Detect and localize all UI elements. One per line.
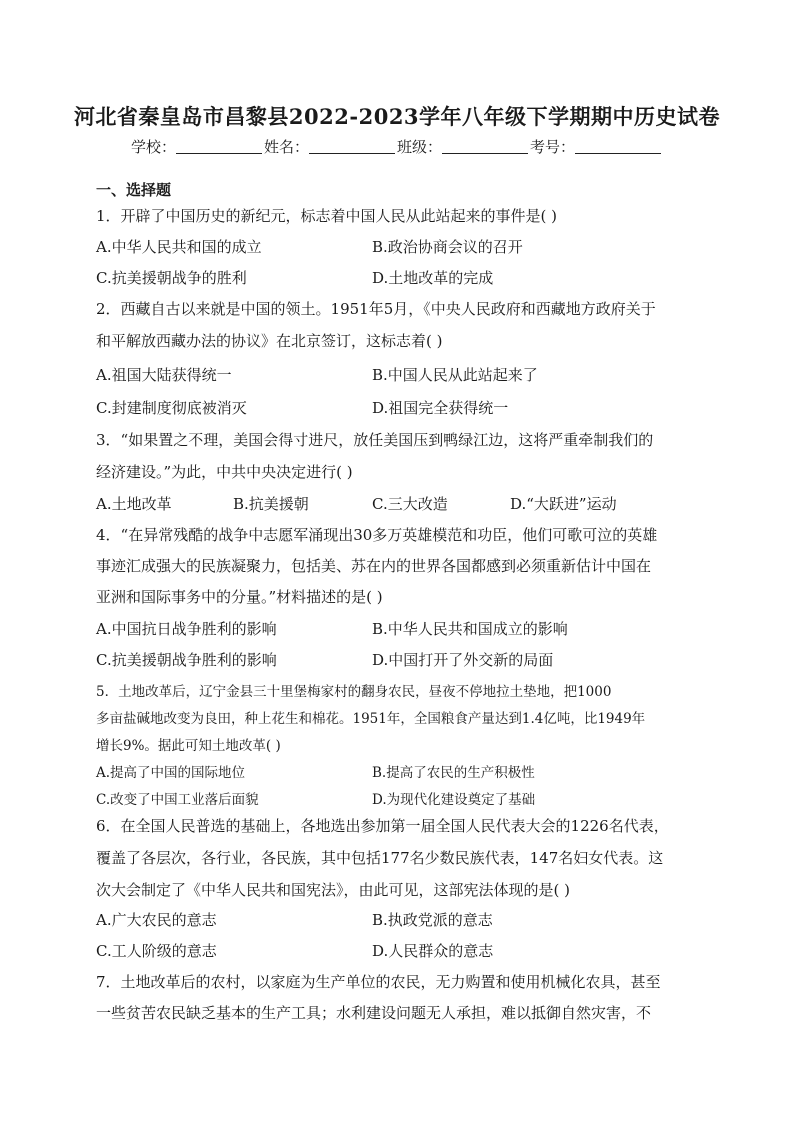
q3-line-1: 3．“如果置之不理，美国会得寸进尺，放任美国压到鸭绿江边，这将严重牵制我们的 [96, 431, 654, 449]
q1-option-c[interactable]: C.抗美援朝战争的胜利 [96, 269, 247, 287]
q2-line-2: 和平解放西藏办法的协议》在北京签订，这标志着( ) [96, 332, 443, 350]
q6-option-a[interactable]: A.广大农民的意志 [96, 911, 217, 929]
q7-line-1: 7．土地改革后的农村，以家庭为生产单位的农民，无力购置和使用机械化农具，甚至 [96, 973, 661, 991]
q1-line-1: 1．开辟了中国历史的新纪元，标志着中国人民从此站起来的事件是( ) [96, 207, 558, 225]
section-heading: 一、选择题 [96, 181, 172, 199]
class-label: 班级： [397, 138, 443, 156]
q1-option-d[interactable]: D.土地改革的完成 [372, 269, 494, 287]
q3-line-2: 经济建设。”为此，中共中央决定进行( ) [96, 463, 353, 481]
q6-option-c[interactable]: C.工人阶级的意志 [96, 942, 217, 960]
q2-option-c[interactable]: C.封建制度彻底被消灭 [96, 399, 247, 417]
name-label: 姓名： [263, 138, 309, 156]
school-label: 学校： [130, 138, 176, 156]
q1-option-b[interactable]: B.政治协商会议的召开 [372, 238, 523, 256]
q4-line-2: 事迹汇成强大的民族凝聚力，包括美、苏在内的世界各国都感到必须重新估计中国在 [96, 557, 652, 575]
q4-option-a[interactable]: A.中国抗日战争胜利的影响 [96, 620, 277, 638]
q4-option-b[interactable]: B.中华人民共和国成立的影响 [372, 620, 568, 638]
q5-option-c[interactable]: C.改变了中国工业落后面貌 [96, 792, 259, 808]
q6-option-b[interactable]: B.执政党派的意志 [372, 911, 493, 929]
q4-line-1: 4．“在异常残酷的战争中志愿军涌现出30多万英雄模范和功臣，他们可歌可泣的英雄 [96, 526, 658, 544]
q6-line-1: 6．在全国人民普选的基础上，各地选出参加第一届全国人民代表大会的1226名代表， [96, 817, 669, 835]
number-blank[interactable] [575, 139, 661, 154]
q2-option-a[interactable]: A.祖国大陆获得统一 [96, 366, 232, 384]
q5-option-a[interactable]: A.提高了中国的国际地位 [96, 765, 246, 781]
q2-line-1: 2．西藏自古以来就是中国的领土。1951年5月，《中央人民政府和西藏地方政府关于 [96, 300, 656, 318]
q3-option-c[interactable]: C.三大改造 [372, 495, 448, 513]
q5-line-3: 增长9%。据此可知土地改革( ) [96, 738, 281, 754]
q5-option-b[interactable]: B.提高了农民的生产积极性 [372, 765, 535, 781]
q5-option-d[interactable]: D.为现代化建设奠定了基础 [372, 792, 536, 808]
q7-line-2: 一些贫苦农民缺乏基本的生产工具；水利建设问题无人承担，难以抵御自然灾害，不 [96, 1004, 652, 1022]
q6-option-d[interactable]: D.人民群众的意志 [372, 942, 494, 960]
q3-option-b[interactable]: B.抗美援朝 [233, 495, 309, 513]
q6-line-3: 次大会制定了《中华人民共和国宪法》，由此可见，这部宪法体现的是( ) [96, 881, 570, 899]
q4-option-c[interactable]: C.抗美援朝战争胜利的影响 [96, 651, 277, 669]
q1-option-a[interactable]: A.中华人民共和国的成立 [96, 238, 262, 256]
school-blank[interactable] [176, 139, 262, 154]
exam-title: 河北省秦皇岛市昌黎县2022-2023学年八年级下学期期中历史试卷 [73, 104, 721, 129]
q3-option-a[interactable]: A.土地改革 [96, 495, 172, 513]
q4-option-d[interactable]: D.中国打开了外交新的局面 [372, 651, 554, 669]
name-blank[interactable] [309, 139, 395, 154]
q4-line-3: 亚洲和国际事务中的分量。”材料描述的是( ) [96, 588, 383, 606]
q2-option-d[interactable]: D.祖国完全获得统一 [372, 399, 509, 417]
student-info-row [0, 136, 794, 157]
number-label: 考号： [530, 138, 576, 156]
q6-line-2: 覆盖了各层次，各行业，各民族，其中包括177名少数民族代表，147名妇女代表。这 [96, 849, 664, 867]
class-blank[interactable] [442, 139, 528, 154]
q5-line-1: 5．土地改革后，辽宁金县三十里堡梅家村的翻身农民，昼夜不停地拉土垫地，把1000 [96, 684, 612, 700]
q3-option-d[interactable]: D.“大跃进”运动 [510, 495, 617, 513]
q5-line-2: 多亩盐碱地改变为良田，种上花生和棉花。1951年，全国粮食产量达到1.4亿吨，比1949年 [96, 711, 646, 727]
q2-option-b[interactable]: B.中国人民从此站起来了 [372, 366, 538, 384]
